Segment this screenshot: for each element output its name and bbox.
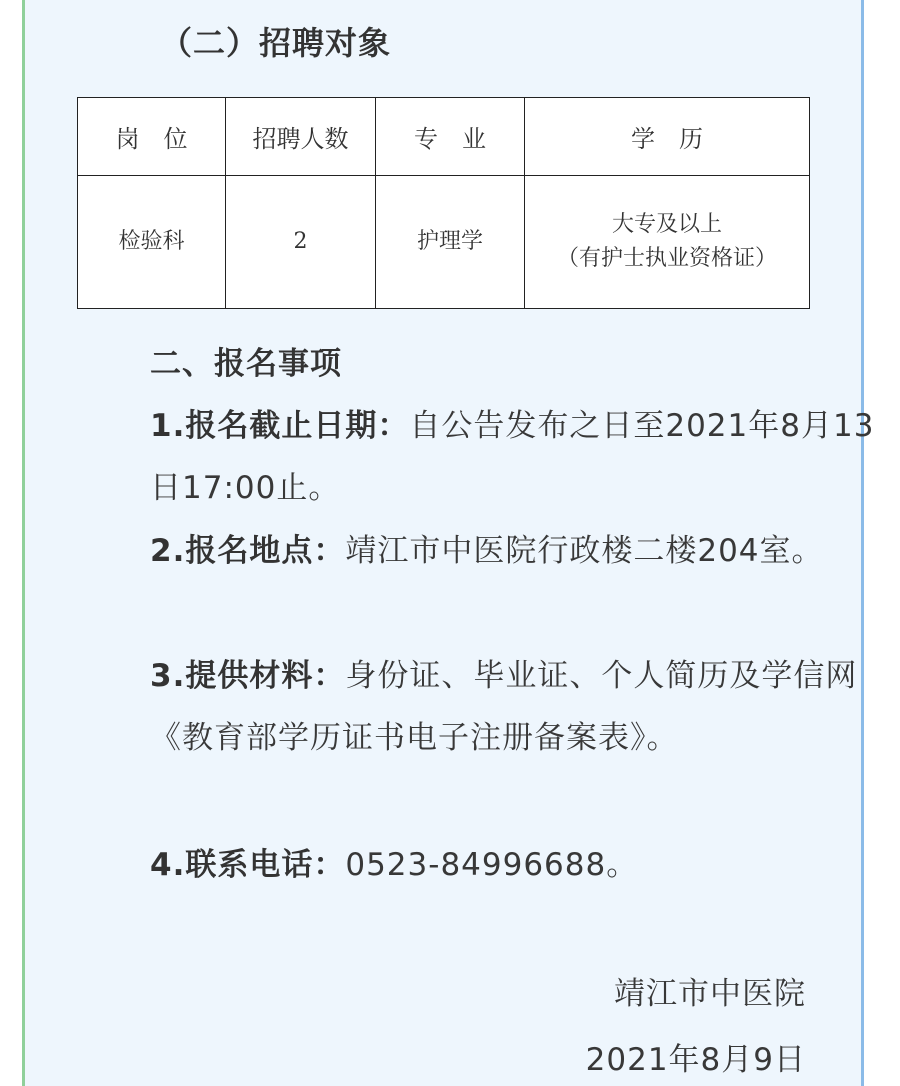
phone-paragraph	[78, 834, 890, 896]
phone-label: 4.联系电话：	[150, 847, 346, 883]
recruitment-table	[77, 97, 810, 309]
location-text: 靖江市中医院行政楼二楼204室。	[345, 533, 824, 569]
location-paragraph	[78, 520, 890, 582]
cell-education	[525, 176, 810, 309]
section-heading-recruitment-target: （二）招聘对象	[160, 24, 392, 62]
education-qualification: （有护士执业资格证）	[556, 246, 777, 271]
phone-text: 0523-84996688。	[345, 847, 639, 883]
materials-text: 身份证、毕业证、个人简历及学信网《教育部学历证书电子注册备案表》。	[150, 658, 858, 756]
cell-count: 2	[226, 176, 376, 309]
cell-major: 护理学	[376, 176, 525, 309]
header-education: 学 历	[525, 98, 810, 176]
cell-post: 检验科	[78, 176, 226, 309]
table-row	[78, 176, 810, 309]
location-label: 2.报名地点：	[150, 533, 346, 569]
deadline-label: 1.报名截止日期：	[150, 408, 410, 444]
deadline-text: 自公告发布之日至2021年8月13日17:00止。	[150, 408, 875, 506]
table-header-row	[78, 98, 810, 176]
signature-organization: 靖江市中医院	[614, 976, 806, 1012]
materials-paragraph	[78, 645, 890, 769]
deadline-paragraph	[78, 395, 890, 519]
header-major: 专 业	[376, 98, 525, 176]
registration-heading: 二、报名事项	[150, 346, 342, 382]
materials-label: 3.提供材料：	[150, 658, 346, 694]
signature-date: 2021年8月9日	[585, 1042, 806, 1078]
header-post: 岗 位	[78, 98, 226, 176]
header-count: 招聘人数	[226, 98, 376, 176]
education-requirement: 大专及以上	[611, 212, 722, 237]
